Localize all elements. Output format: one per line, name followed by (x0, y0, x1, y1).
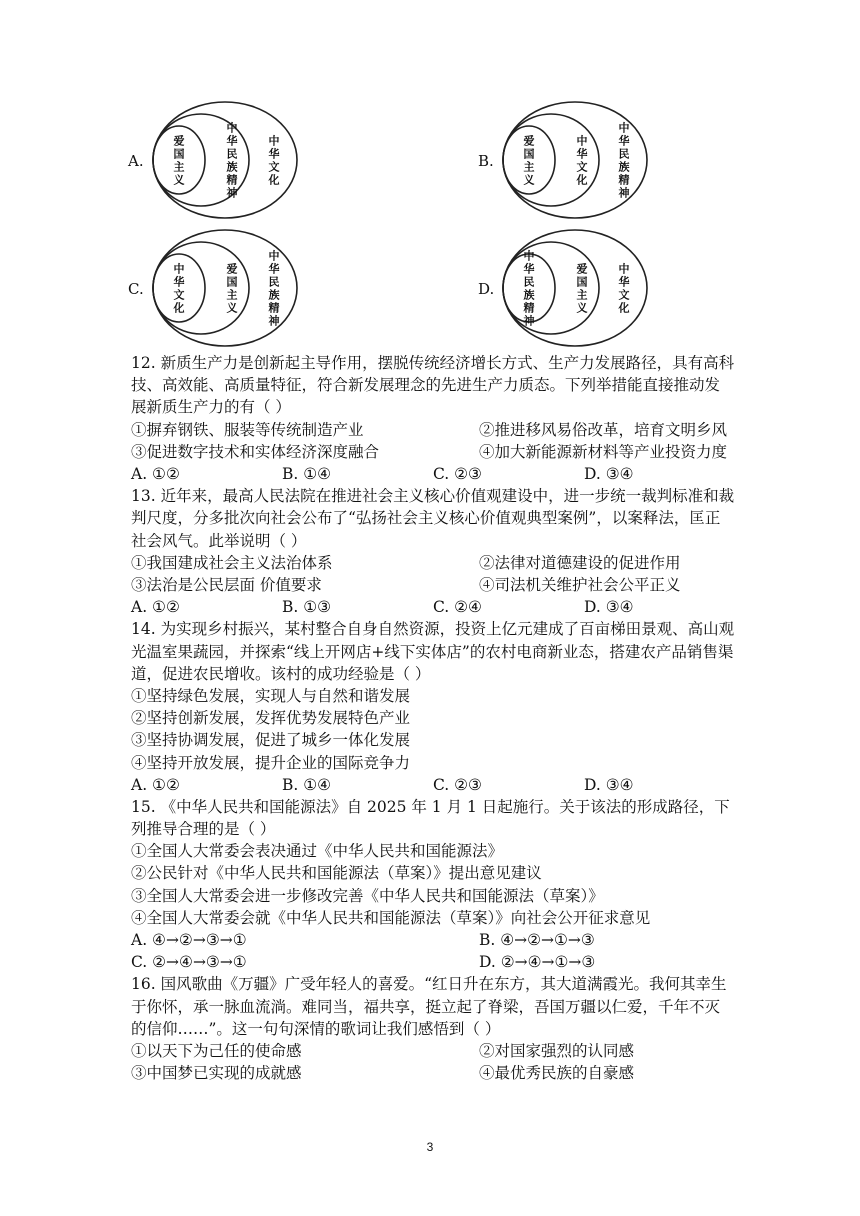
option-b-diagram (478, 98, 778, 224)
statement-row (131, 419, 735, 441)
middle-circle-label: 爱国主义 (226, 262, 238, 315)
questions (131, 352, 735, 1084)
outer-circle-label: 中华民族精神 (268, 249, 280, 328)
statement: ④坚持开放发展，提升企业的国际竞争力 (131, 753, 411, 772)
statement: ②法律对道德建设的促进作用 (479, 553, 681, 572)
nested-circles-diagram (150, 226, 300, 352)
statement-row (131, 552, 735, 574)
middle-circle-label: 中华文化 (576, 134, 588, 187)
middle-circle-label: 中华民族精神 (226, 121, 238, 200)
answer-choices (131, 774, 735, 796)
question-stem: 12. 新质生产力是创新起主导作用，摆脱传统经济增长方式、生产力发展路径，具有高科技、高效能、高质量特征，符合新发展理念的先进生产力质态。下列举措能直接推动发展新质生产力的有（ ） (131, 354, 735, 417)
choice-d[interactable]: D. ③④ (584, 598, 634, 617)
option-a-diagram (128, 98, 428, 224)
choice-c[interactable]: C. ②④ (433, 598, 482, 617)
outer-circle-label: 中华民族精神 (618, 121, 630, 200)
option-letter: B. (478, 152, 494, 170)
statement-row (131, 1062, 735, 1084)
statement: ④最优秀民族的自豪感 (479, 1064, 635, 1083)
nested-circles-diagram (500, 226, 650, 352)
statement: ③全国人大常委会进一步修改完善《中华人民共和国能源法（草案）》 (131, 886, 604, 905)
statement-row (131, 574, 735, 596)
choice-c[interactable]: C. ②→④→③→① (131, 953, 247, 972)
statement: ③法治是公民层面 价值要求 (131, 575, 322, 594)
question-12 (131, 352, 735, 485)
statement-row (131, 441, 735, 463)
statement: ①全国人大常委会表决通过《中华人民共和国能源法》 (131, 842, 504, 861)
option-letter: C. (128, 280, 144, 298)
statement: ②推进移风易俗改革，培育文明乡风 (479, 420, 728, 439)
statement: ①以天下为己任的使命感 (131, 1042, 302, 1061)
page-number: 3 (426, 1140, 434, 1154)
choice-b[interactable]: B. ①④ (282, 464, 332, 483)
statement: ④司法机关维护社会公平正义 (479, 575, 681, 594)
inner-circle-label: 中华民族精神 (523, 249, 535, 328)
statement: ①坚持绿色发展，实现人与自然和谐发展 (131, 686, 411, 705)
outer-circle-label: 中华文化 (618, 262, 630, 315)
choice-a[interactable]: A. ①② (131, 598, 180, 617)
statement: ②坚持创新发展，发挥优势发展特色产业 (131, 709, 411, 728)
middle-circle-label: 爱国主义 (576, 262, 588, 315)
statement: ①我国建成社会主义法治体系 (131, 553, 333, 572)
question-15 (131, 796, 735, 974)
nested-circles-diagram (500, 98, 650, 224)
nested-circles-diagram (150, 98, 300, 224)
statement: ④全国人大常委会就《中华人民共和国能源法（草案）》向社会公开征求意见 (131, 908, 651, 927)
statement: ②对国家强烈的认同感 (479, 1042, 635, 1061)
choice-a[interactable]: A. ①② (131, 775, 180, 794)
outer-circle-label: 中华文化 (268, 134, 280, 187)
option-c-diagram (128, 226, 428, 352)
statement: ②公民针对《中华人民共和国能源法（草案）》提出意见建议 (131, 864, 542, 883)
option-d-diagram (478, 226, 778, 352)
choice-d[interactable]: D. ③④ (584, 464, 634, 483)
statement: ③促进数字技术和实体经济深度融合 (131, 442, 380, 461)
choice-c[interactable]: C. ②③ (433, 464, 482, 483)
option-letter: A. (128, 152, 144, 170)
inner-circle-label: 爱国主义 (523, 134, 535, 187)
statement: ④加大新能源新材料等产业投资力度 (479, 442, 728, 461)
choice-b[interactable]: B. ④→②→①→③ (479, 931, 595, 950)
choice-b[interactable]: B. ①③ (282, 598, 332, 617)
choice-b[interactable]: B. ①④ (282, 775, 332, 794)
choice-a[interactable]: A. ①② (131, 464, 180, 483)
question-stem: 13. 近年来，最高人民法院在推进社会主义核心价值观建设中，进一步统一裁判标准和裁判尺度，分多批次向社会公布了“弘扬社会主义核心价值观典型案例”，以案释法，匡正社会风气。此举说明（ ） (131, 487, 735, 550)
q11-diagram-options (128, 98, 748, 360)
answer-choices (131, 929, 735, 951)
question-16 (131, 973, 735, 1084)
inner-circle-label: 爱国主义 (173, 134, 185, 187)
question-13 (131, 485, 735, 618)
option-letter: D. (478, 280, 495, 298)
statement: ③中国梦已实现的成就感 (131, 1064, 302, 1083)
answer-choices (131, 463, 735, 485)
question-stem: 15. 《中华人民共和国能源法》自 2025 年 1 月 1 日起施行。关于该法的形成路径，下列推导合理的是（ ） (131, 797, 730, 839)
question-stem: 14. 为实现乡村振兴，某村整合自身自然资源，投资上亿元建成了百亩梯田景观、高山观光温室果蔬园，并探索“线上开网店+线下实体店”的农村电商新业态，搭建农产品销售渠道，促进农民增收。该村的成功经验是（ ） (131, 620, 735, 683)
answer-choices (131, 596, 735, 618)
choice-d[interactable]: D. ②→④→①→③ (479, 953, 596, 972)
statement-row (131, 1040, 735, 1062)
question-stem: 16. 国风歌曲《万疆》广受年轻人的喜爱。“红日升在东方，其大道满霞光。我何其幸生于你怀，承一脉血流淌。难同当，福共享，挺立起了脊梁，吾国万疆以仁爱，千年不灭的信仰……”。这一句句深情的歌词让我们感悟到（ ） (131, 975, 727, 1038)
choice-d[interactable]: D. ③④ (584, 775, 634, 794)
choice-a[interactable]: A. ④→②→③→① (131, 931, 247, 950)
answer-choices (131, 951, 735, 973)
inner-circle-label: 中华文化 (173, 262, 185, 315)
question-14 (131, 618, 735, 796)
choice-c[interactable]: C. ②③ (433, 775, 482, 794)
statement: ①摒弃钢铁、服装等传统制造产业 (131, 420, 364, 439)
statement: ③坚持协调发展，促进了城乡一体化发展 (131, 731, 411, 750)
